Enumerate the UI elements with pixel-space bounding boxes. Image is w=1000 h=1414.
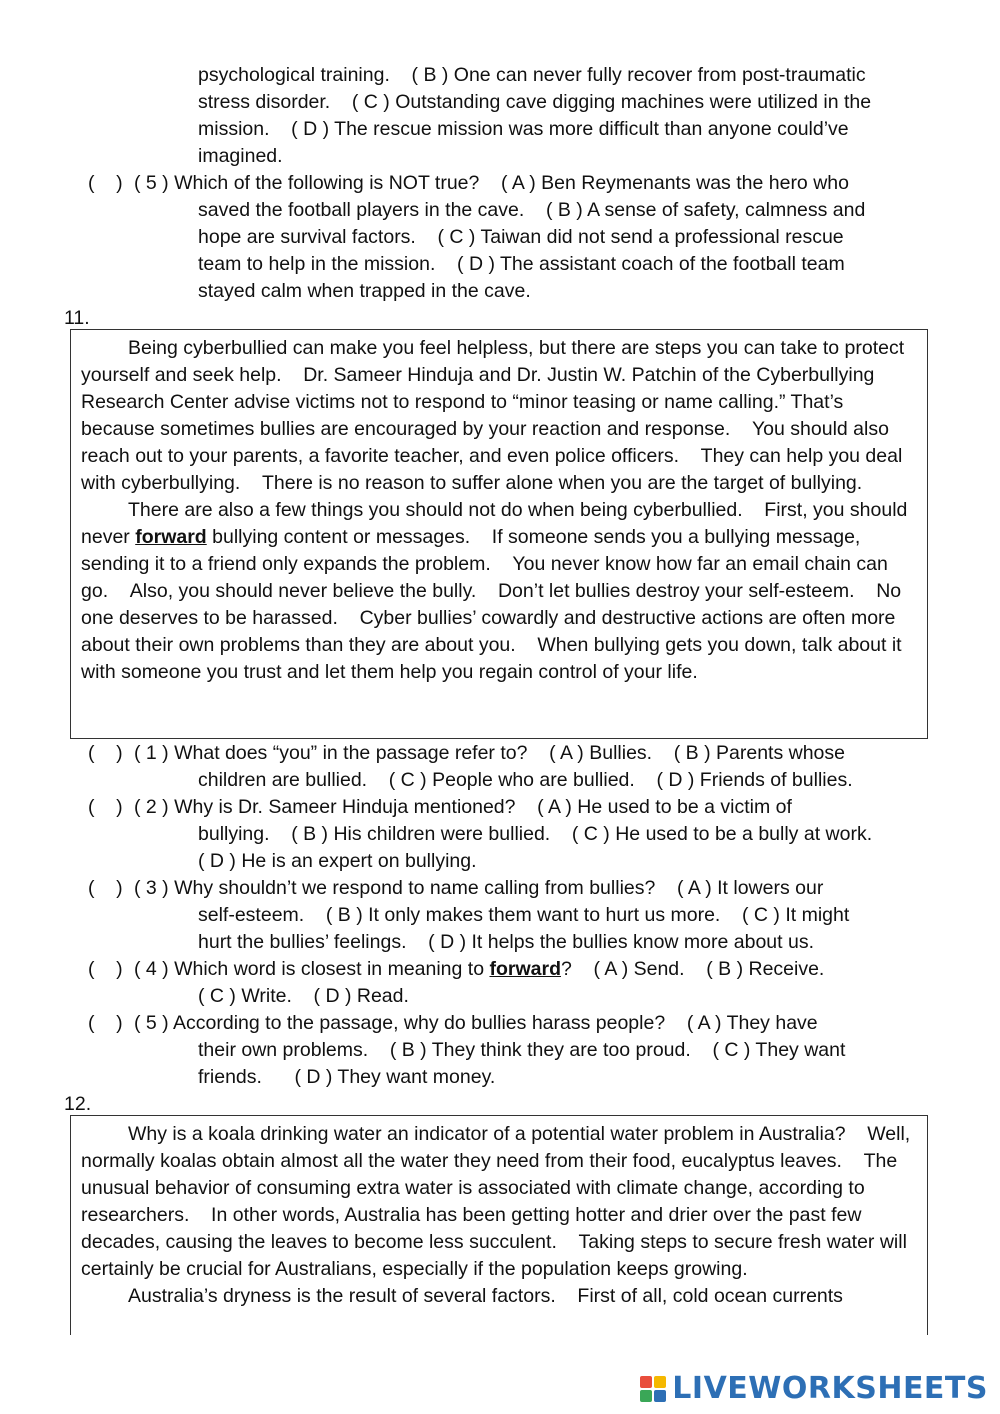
passage-paragraph: Australia’s dryness is the result of several factors. First of all, cold ocean currents — [128, 1285, 843, 1307]
q11-1-question — [88, 740, 958, 767]
option-line: children are bullied. ( C ) People who are bullied. ( D ) Friends of bullies. — [198, 769, 853, 791]
answer-blank[interactable]: ( ) — [88, 877, 123, 899]
passage-text: There are also a few things you should not do when being cyberbullied. First, you should never — [81, 499, 908, 548]
q11-4-question — [88, 956, 958, 983]
question-number: ( 4 ) — [134, 958, 169, 980]
option-line: ( D ) He is an expert on bullying. — [198, 850, 477, 872]
key-word: forward — [135, 526, 207, 548]
passage-paragraph: Why is a koala drinking water an indicator of a potential water problem in Australia? Well, normally koalas obtain almost all the water they need from their food, eucalyptus leaves. The unusual behavior of consuming extra water is associated with climate change, according to researchers. In other words, Australia has been getting hotter and drier over the past few decades, causing the leaves to become less succulent. Taking steps to secure fresh water will certainly be crucial for Australians, especially if the population keeps growing. — [81, 1123, 911, 1280]
q11-2-question — [88, 794, 958, 821]
question-number: ( 2 ) — [134, 796, 169, 818]
liveworksheets-logo — [640, 1371, 988, 1406]
liveworksheets-logo-icon — [640, 1376, 666, 1402]
stem-text: Which word is closest in meaning to — [174, 958, 490, 980]
option-line: self-esteem. ( B ) It only makes them want to hurt us more. ( C ) It might — [198, 904, 850, 926]
liveworksheets-logo-text: LIVEWORKSHEETS — [672, 1371, 988, 1406]
q10-5-option-line: team to help in the mission. ( D ) The assistant coach of the football team — [198, 253, 845, 275]
passage-box-11 — [70, 329, 928, 739]
key-word: forward — [489, 958, 561, 980]
option-line: hurt the bullies’ feelings. ( D ) It helps the bullies know more about us. — [198, 931, 815, 953]
option-line: bullying. ( B ) His children were bullied. ( C ) He used to be a bully at work. — [198, 823, 873, 845]
stem-text: ? ( A ) Send. ( B ) Receive. — [561, 958, 825, 980]
q11-3-question — [88, 875, 958, 902]
q10-5-option-line: saved the football players in the cave. ( B ) A sense of safety, calmness and — [198, 199, 866, 221]
answer-blank[interactable]: ( ) — [88, 1012, 123, 1034]
question-stem: Why is Dr. Sameer Hinduja mentioned? ( A ) He used to be a victim of — [174, 796, 792, 818]
q10-5-question — [88, 170, 958, 197]
question-number: ( 5 ) — [134, 172, 169, 194]
answer-blank[interactable]: ( ) — [88, 958, 123, 980]
q10-option-line: imagined. — [198, 145, 283, 167]
question-number: ( 3 ) — [134, 877, 169, 899]
question-label-11: 11. — [64, 307, 90, 329]
answer-blank[interactable]: ( ) — [88, 172, 123, 194]
answer-blank[interactable]: ( ) — [88, 796, 123, 818]
question-stem: Why shouldn’t we respond to name calling from bullies? ( A ) It lowers our — [174, 877, 824, 899]
question-stem: Which of the following is NOT true? ( A ) Ben Reymenants was the hero who — [174, 172, 849, 194]
question-stem: According to the passage, why do bullies harass people? ( A ) They have — [173, 1012, 818, 1034]
question-number: ( 5 ) — [134, 1012, 169, 1034]
passage-paragraph: Being cyberbullied can make you feel helpless, but there are steps you can take to protect yourself and seek help. Dr. Sameer Hinduja and Dr. Justin W. Patchin of the Cyberbullying Research Center advise victims not to respond to “minor teasing or name calling.” That’s because sometimes bullies are encouraged by your reaction and response. You should also reach out to your parents, a favorite teacher, and even police officers. They can help you deal with cyberbullying. There is no reason to suffer alone when you are the target of bullying. — [81, 337, 905, 494]
answer-blank[interactable]: ( ) — [88, 742, 123, 764]
q11-5-question — [88, 1010, 958, 1037]
q10-option-line: psychological training. ( B ) One can never fully recover from post-traumatic — [198, 64, 866, 86]
passage-paragraph — [81, 497, 917, 686]
q10-5-option-line: hope are survival factors. ( C ) Taiwan did not send a professional rescue — [198, 226, 844, 248]
option-line: friends. ( D ) They want money. — [198, 1066, 496, 1088]
question-label-12: 12. — [64, 1093, 92, 1115]
q10-option-line: mission. ( D ) The rescue mission was more difficult than anyone could’ve — [198, 118, 849, 140]
q10-5-option-line: stayed calm when trapped in the cave. — [198, 280, 531, 302]
passage-text: bullying content or messages. If someone sends you a bullying message, sending it to a friend only expands the problem. You never know how far an email chain can go. Also, you should never believe the bully. Don’t let bullies destroy your self-esteem. No one deserves to be harassed. Cyber bullies’ cowardly and destructive actions are often more about their own problems than they are about you. When bullying gets you down, talk about it with someone you trust and let them help you regain control of your life. — [81, 526, 902, 683]
question-number: ( 1 ) — [134, 742, 169, 764]
q10-option-line: stress disorder. ( C ) Outstanding cave digging machines were utilized in the — [198, 91, 872, 113]
question-stem — [174, 958, 824, 980]
option-line: ( C ) Write. ( D ) Read. — [198, 985, 409, 1007]
passage-box-12 — [70, 1115, 928, 1335]
option-line: their own problems. ( B ) They think they are too proud. ( C ) They want — [198, 1039, 846, 1061]
question-stem: What does “you” in the passage refer to? ( A ) Bullies. ( B ) Parents whose — [174, 742, 845, 764]
